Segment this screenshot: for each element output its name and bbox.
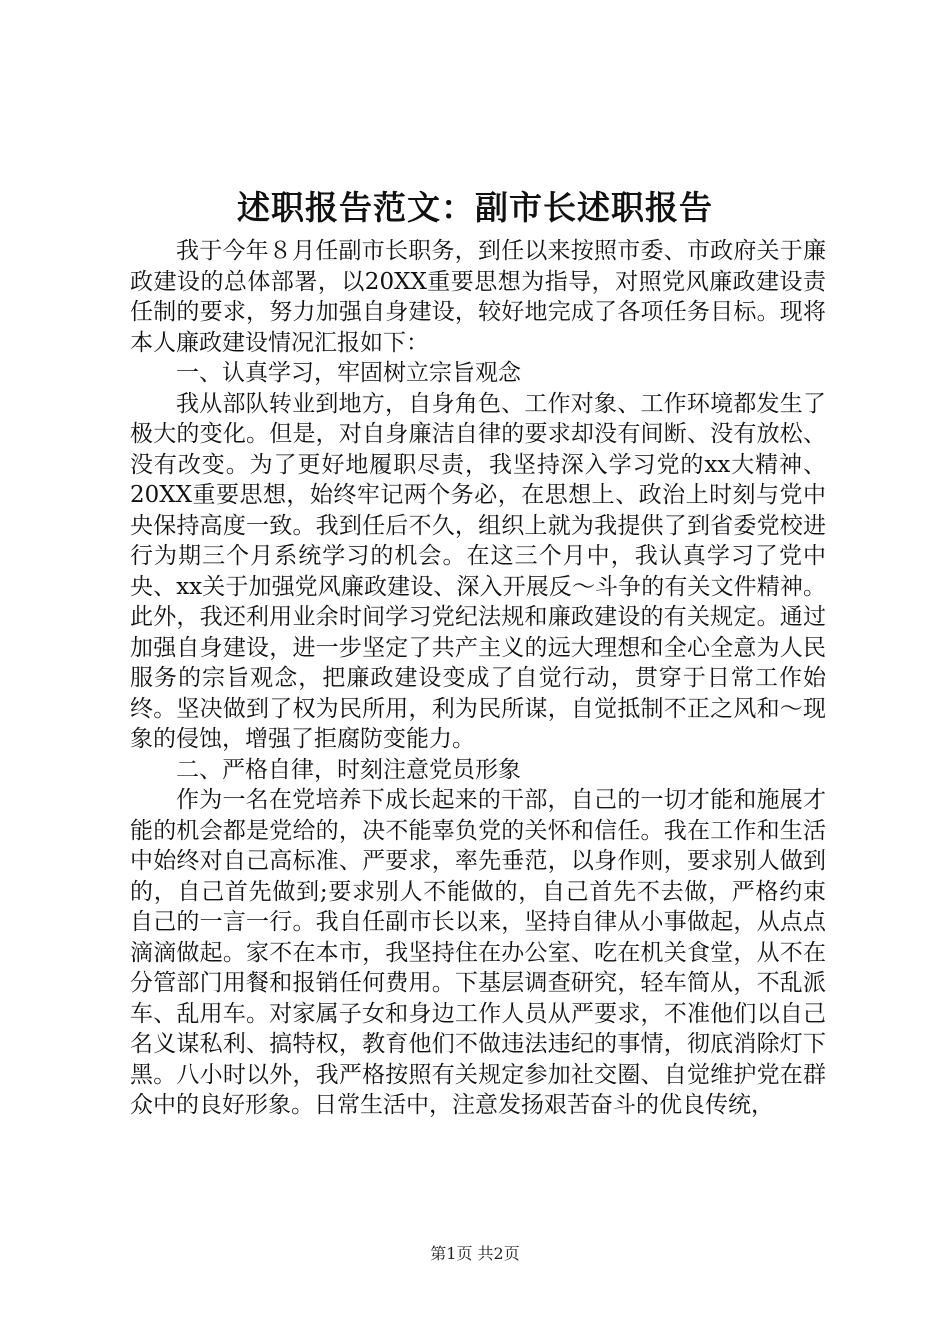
section-heading-1: 一、认真学习，牢固树立宗旨观念 <box>176 360 521 386</box>
document-title: 述职报告范文：副市长述职报告 <box>237 188 713 227</box>
page-footer: 第1页 共2页 <box>430 1244 520 1263</box>
section-paragraph-1: 我从部队转业到地方，自身角色、工作对象、工作环境都发生了极大的变化。但是，对自身廉洁自律的要求却没有间断、没有放松、没有改变。为了更好地履职尽责，我坚持深入学习党的xx大精神、20XX重要思想，始终牢记两个务必，在思想上、政治上时刻与党中央保持高度一致。我到任后不久，组织上就为我提供了到省委党校进行为期三个月系统学习的机会。在这三个月中，我认真学习了党中央、xx关于加强党风廉政建设、深入开展反～斗争的有关文件精神。此外，我还利用业余时间学习党纪法规和廉政建设的有关规定。通过加强自身建设，进一步坚定了共产主义的远大理想和全心全意为人民服务的宗旨观念，把廉政建设变成了自觉行动，贯穿于日常工作始终。坚决做到了权为民所用，利为民所谋，自觉抵制不正之风和～现象的侵蚀，增强了拒腐防变能力。 <box>130 390 826 752</box>
section-heading-2: 二、严格自律，时刻注意党员形象 <box>176 756 521 783</box>
document-body <box>130 236 826 1121</box>
intro-paragraph: 我于今年８月任副市长职务，到任以来按照市委、市政府关于廉政建设的总体部署，以20XX重要思想为指导，对照党风廉政建设责任制的要求，努力加强自身建设，较好地完成了各项任务目标。现将本人廉政建设情况汇报如下： <box>130 238 826 356</box>
section-paragraph-2: 作为一名在党培养下成长起来的干部，自己的一切才能和施展才能的机会都是党给的，决不能辜负党的关怀和信任。我在工作和生活中始终对自己高标准、严要求，率先垂范，以身作则，要求别人做到的，自己首先做到;要求别人不能做的，自己首先不去做，严格约束自己的一言一行。我自任副市长以来，坚持自律从小事做起，从点点滴滴做起。家不在本市，我坚持住在办公室、吃在机关食堂，从不在分管部门用餐和报销任何费用。下基层调查研究，轻车简从，不乱派车、乱用车。对家属子女和身边工作人员从严要求，不准他们以自己名义谋私利、搞特权，教育他们不做违法违纪的事情，彻底消除灯下黑。八小时以外，我严格按照有关规定参加社交圈、自觉维护党在群众中的良好形象。日常生活中，注意发扬艰苦奋斗的优良传统， <box>130 787 826 1118</box>
